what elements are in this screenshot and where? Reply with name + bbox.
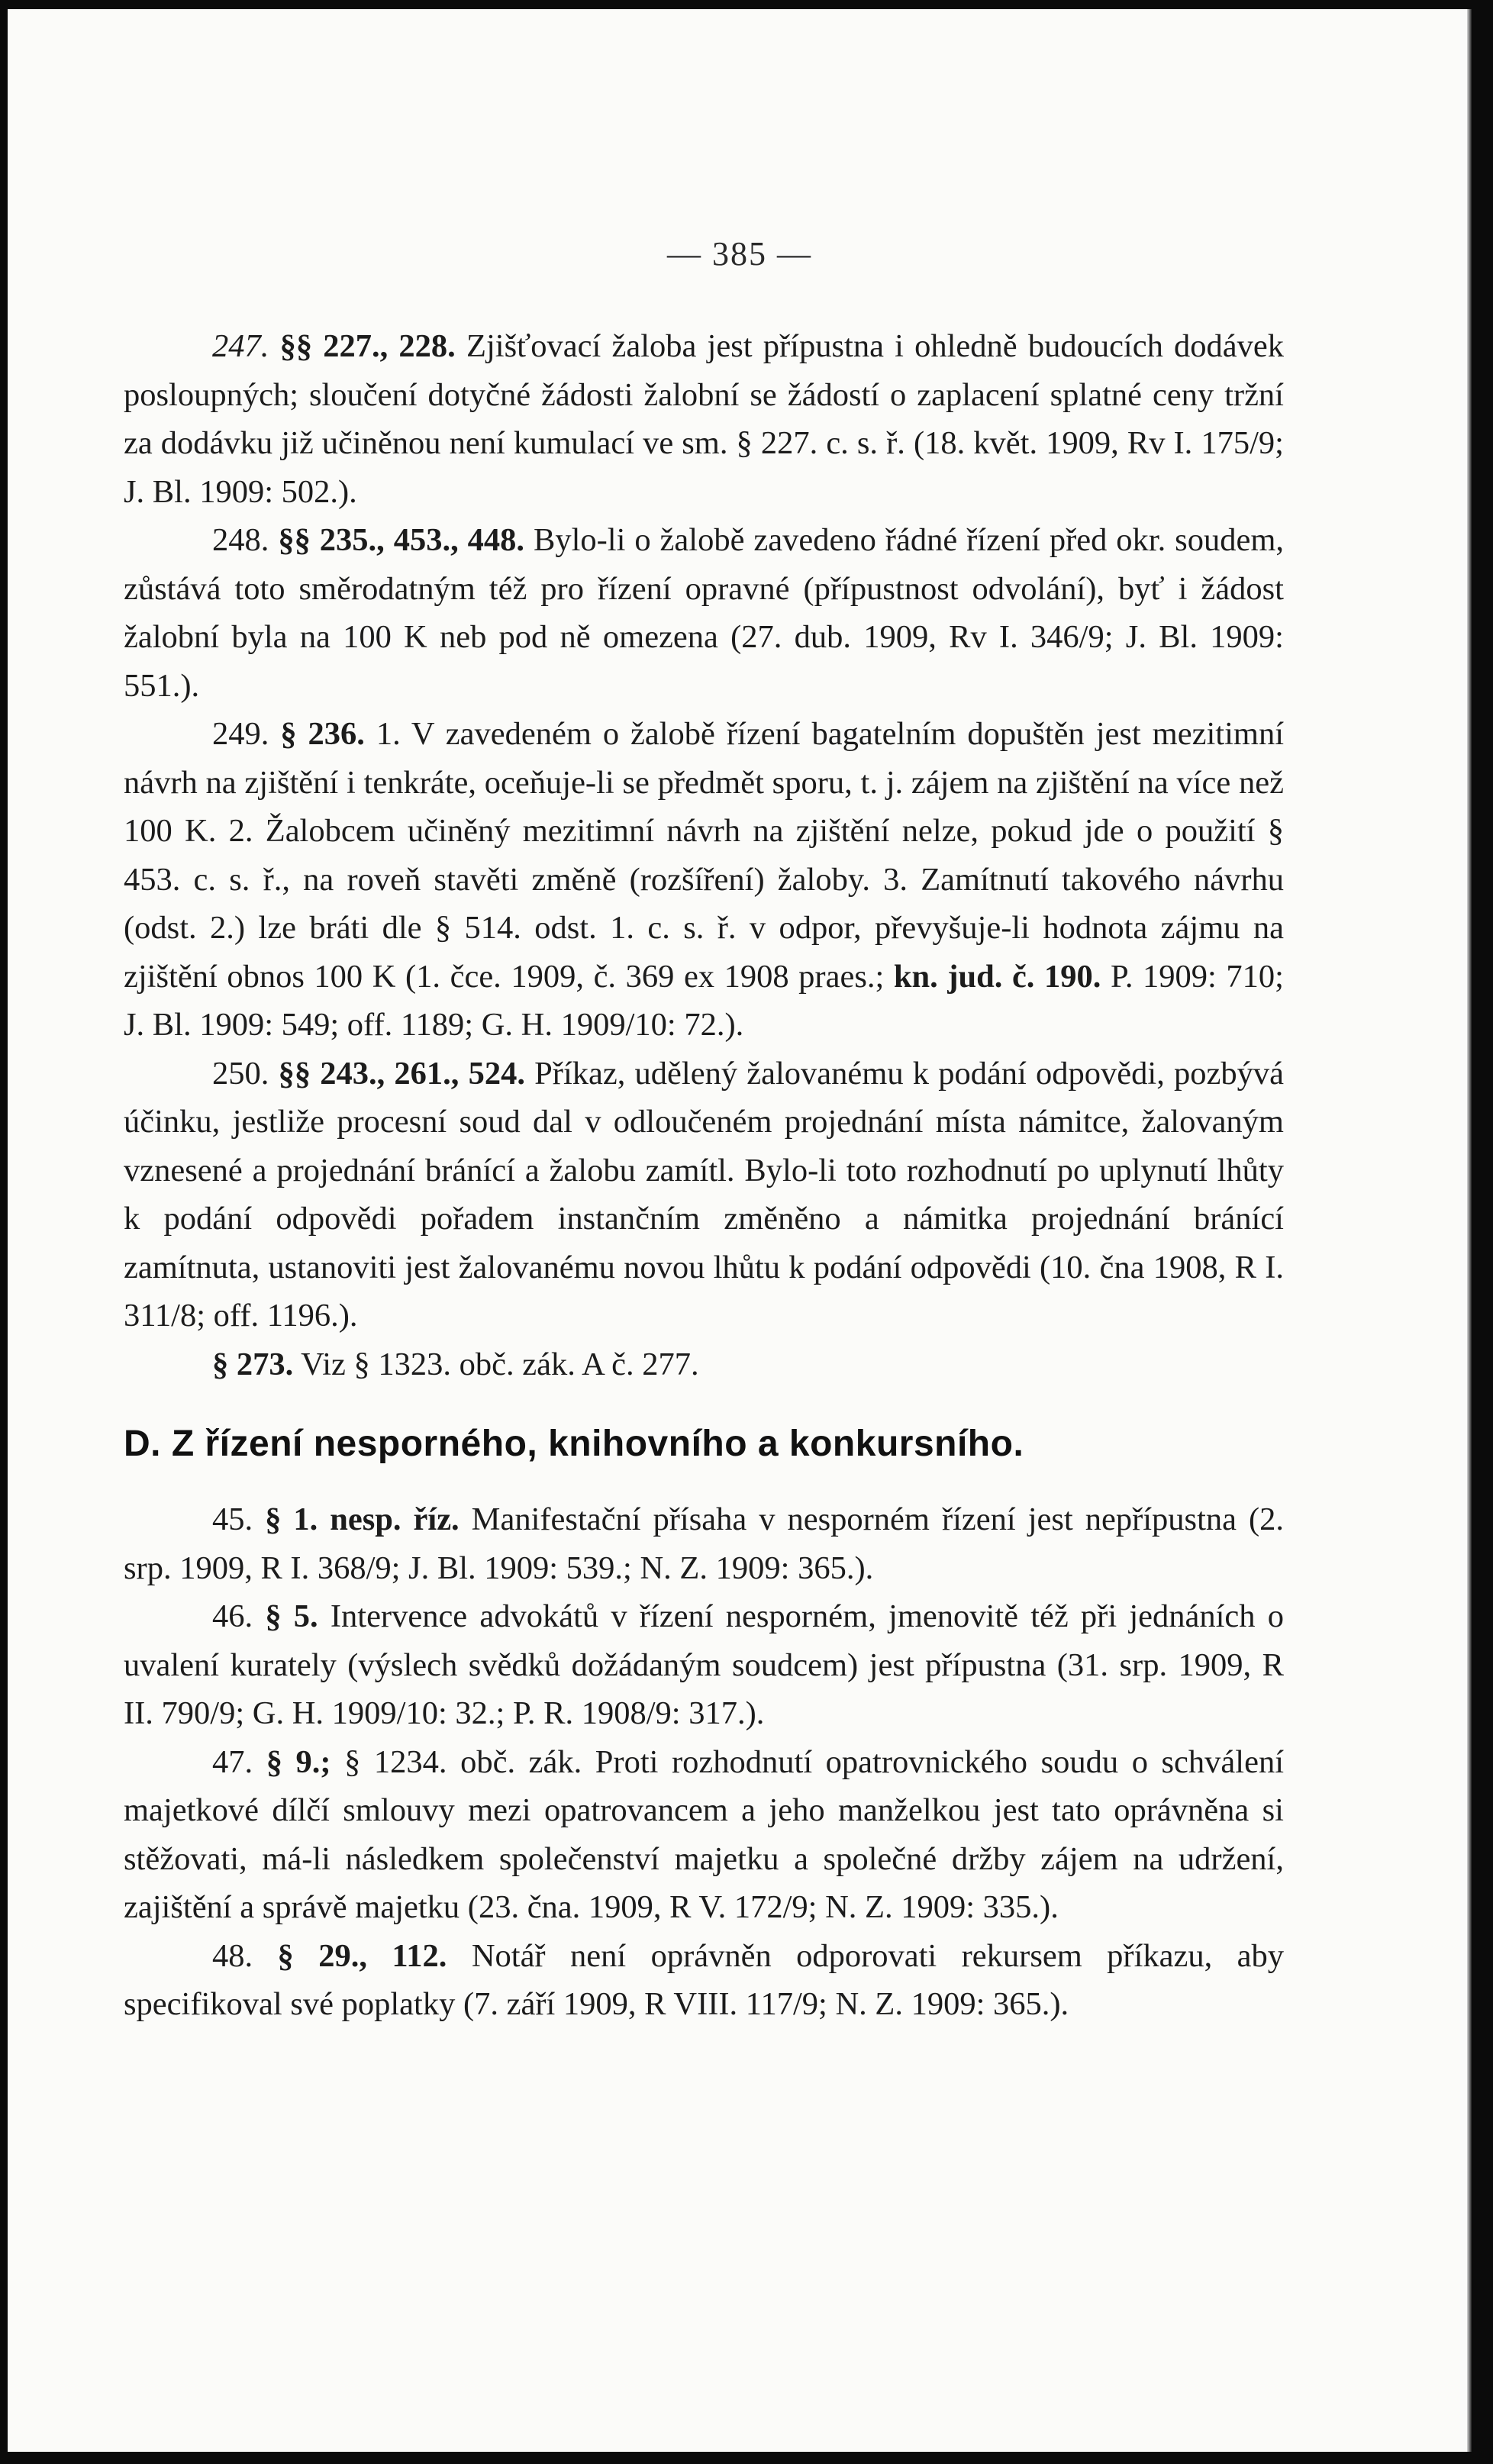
section-title: Z řízení nesporného, knihovního a konkursního. [171, 1424, 1024, 1464]
entry-273-crossref [124, 1340, 1284, 1389]
entry-number: 250. [212, 1055, 269, 1092]
entry-text: § 1234. obč. zák. Proti rozhodnutí opatrovnického soudu o schválení majetkové dílčí smlouvy mezi opatrovancem a jeho manželkou jest tato oprávněna si stěžovati, má-li následkem společenství majetku a společné držby zájem na udržení, zajištění a správě majetku (23. čna. 1909, R V. 172/9; N. Z. 1909: 335.). [124, 1743, 1285, 1925]
entry-number: 48. [212, 1937, 253, 1974]
page-body [124, 322, 1284, 2029]
entry-text: Notář není oprávněn odporovati rekursem příkazu, aby specifikoval své poplatky (7. září 1909, R VIII. 117/9; N. Z. 1909: 365.). [124, 1937, 1285, 2022]
entry-reference: § 236. [280, 716, 365, 752]
entry-reference: § 9.; [266, 1743, 331, 1780]
entry-text: Bylo-li o žalobě zavedeno řádné řízení před okr. soudem, zůstává toto směrodatným též pro řízení opravné (přípustnost odvolání), byť i žádost žalobní byla na 100 K neb pod ně omezena (27. dub. 1909, Rv I. 346/9; J. Bl. 1909: 551.). [124, 522, 1285, 704]
scan-edge [1467, 9, 1472, 2452]
entry-reference: § 29., 112. [277, 1937, 447, 1974]
book-page [8, 9, 1472, 2452]
entry-45 [124, 1495, 1284, 1592]
entry-250 [124, 1050, 1284, 1340]
entry-number: 47. [212, 1743, 253, 1780]
section-heading-d [124, 1417, 1284, 1471]
entry-46 [124, 1592, 1284, 1738]
entry-248 [124, 516, 1284, 710]
entry-number: 46. [212, 1598, 253, 1634]
entry-number: 247. [212, 328, 269, 364]
entry-reference: § 5. [265, 1598, 318, 1634]
entry-text: Manifestační přísaha v nesporném řízení jest nepřípustna (2. srp. 1909, R I. 368/9; J. Bl. 1909: 539.; N. Z. 1909: 365.). [124, 1501, 1285, 1586]
entry-bold-citation: kn. jud. č. 190. [893, 958, 1101, 995]
entry-text: Viz § 1323. obč. zák. A č. 277. [293, 1346, 699, 1382]
section-letter: D. [124, 1424, 161, 1464]
page-number: — 385 — [667, 235, 812, 273]
entry-number: 249. [212, 716, 269, 752]
entry-text: Intervence advokátů v řízení nesporném, jmenovitě též při jednáních o uvalení kurately (výslech svědků dožádaným soudcem) jest přípustna (31. srp. 1909, R II. 790/9; G. H. 1909/10: 32.; P. R. 1908/9: 317.). [124, 1598, 1284, 1731]
entry-reference: §§ 235., 453., 448. [278, 522, 525, 558]
entry-reference: §§ 243., 261., 524. [278, 1055, 525, 1092]
entry-249 [124, 710, 1284, 1050]
entry-text: Zjišťovací žaloba jest přípustna i ohledně budoucích dodávek posloupných; sloučení dotyčné žádosti žalobní se žádostí o zaplacení splatné ceny tržní za dodávku již učiněnou není kumulací ve sm. § 227. c. s. ř. (18. květ. 1909, Rv I. 175/9; J. Bl. 1909: 502.). [124, 328, 1285, 510]
entry-47 [124, 1738, 1284, 1932]
entry-reference: §§ 227., 228. [279, 328, 456, 364]
entry-text: 1. V zavedeném o žalobě řízení bagatelním dopuštěn jest mezitimní návrh na zjištění i tenkráte, oceňuje-li se předmět sporu, t. j. zájem na zjištění na více než 100 K. 2. Žalobcem učiněný mezitimní návrh na zjištění nelze, pokud jde o použití § 453. c. s. ř., na roveň stavěti změně (rozšíření) žaloby. 3. Zamítnutí takového návrhu (odst. 2.) lze bráti dle § 514. odst. 1. c. s. ř. v odpor, převyšuje-li hodnota zájmu na zjištění obnos 100 K (1. čce. 1909, č. 369 ex 1908 praes.; [124, 716, 1285, 995]
entry-reference: § 1. nesp. říz. [265, 1501, 460, 1537]
entry-247 [124, 322, 1284, 516]
entry-48 [124, 1932, 1284, 2029]
entry-number: 248. [212, 522, 269, 558]
entry-reference: § 273. [212, 1346, 294, 1382]
entry-text: Příkaz, udělený žalovanému k podání odpovědi, pozbývá účinku, jestliže procesní soud dal v odloučeném projednání místa námitce, žalovaným vznesené a projednání bránící a žalobu zamítl. Bylo-li toto rozhodnutí po uplynutí lhůty k podání odpovědi pořadem instančním změněno a námitka projednání bránící zamítnuta, ustanoviti jest žalovanému novou lhůtu k podání odpovědi (10. čna 1908, R I. 311/8; off. 1196.). [124, 1055, 1285, 1334]
entry-number: 45. [212, 1501, 253, 1537]
entry-text-continued: P. 1909: 710; J. Bl. 1909: 549; off. 1189; G. H. 1909/10: 72.). [124, 958, 1284, 1043]
